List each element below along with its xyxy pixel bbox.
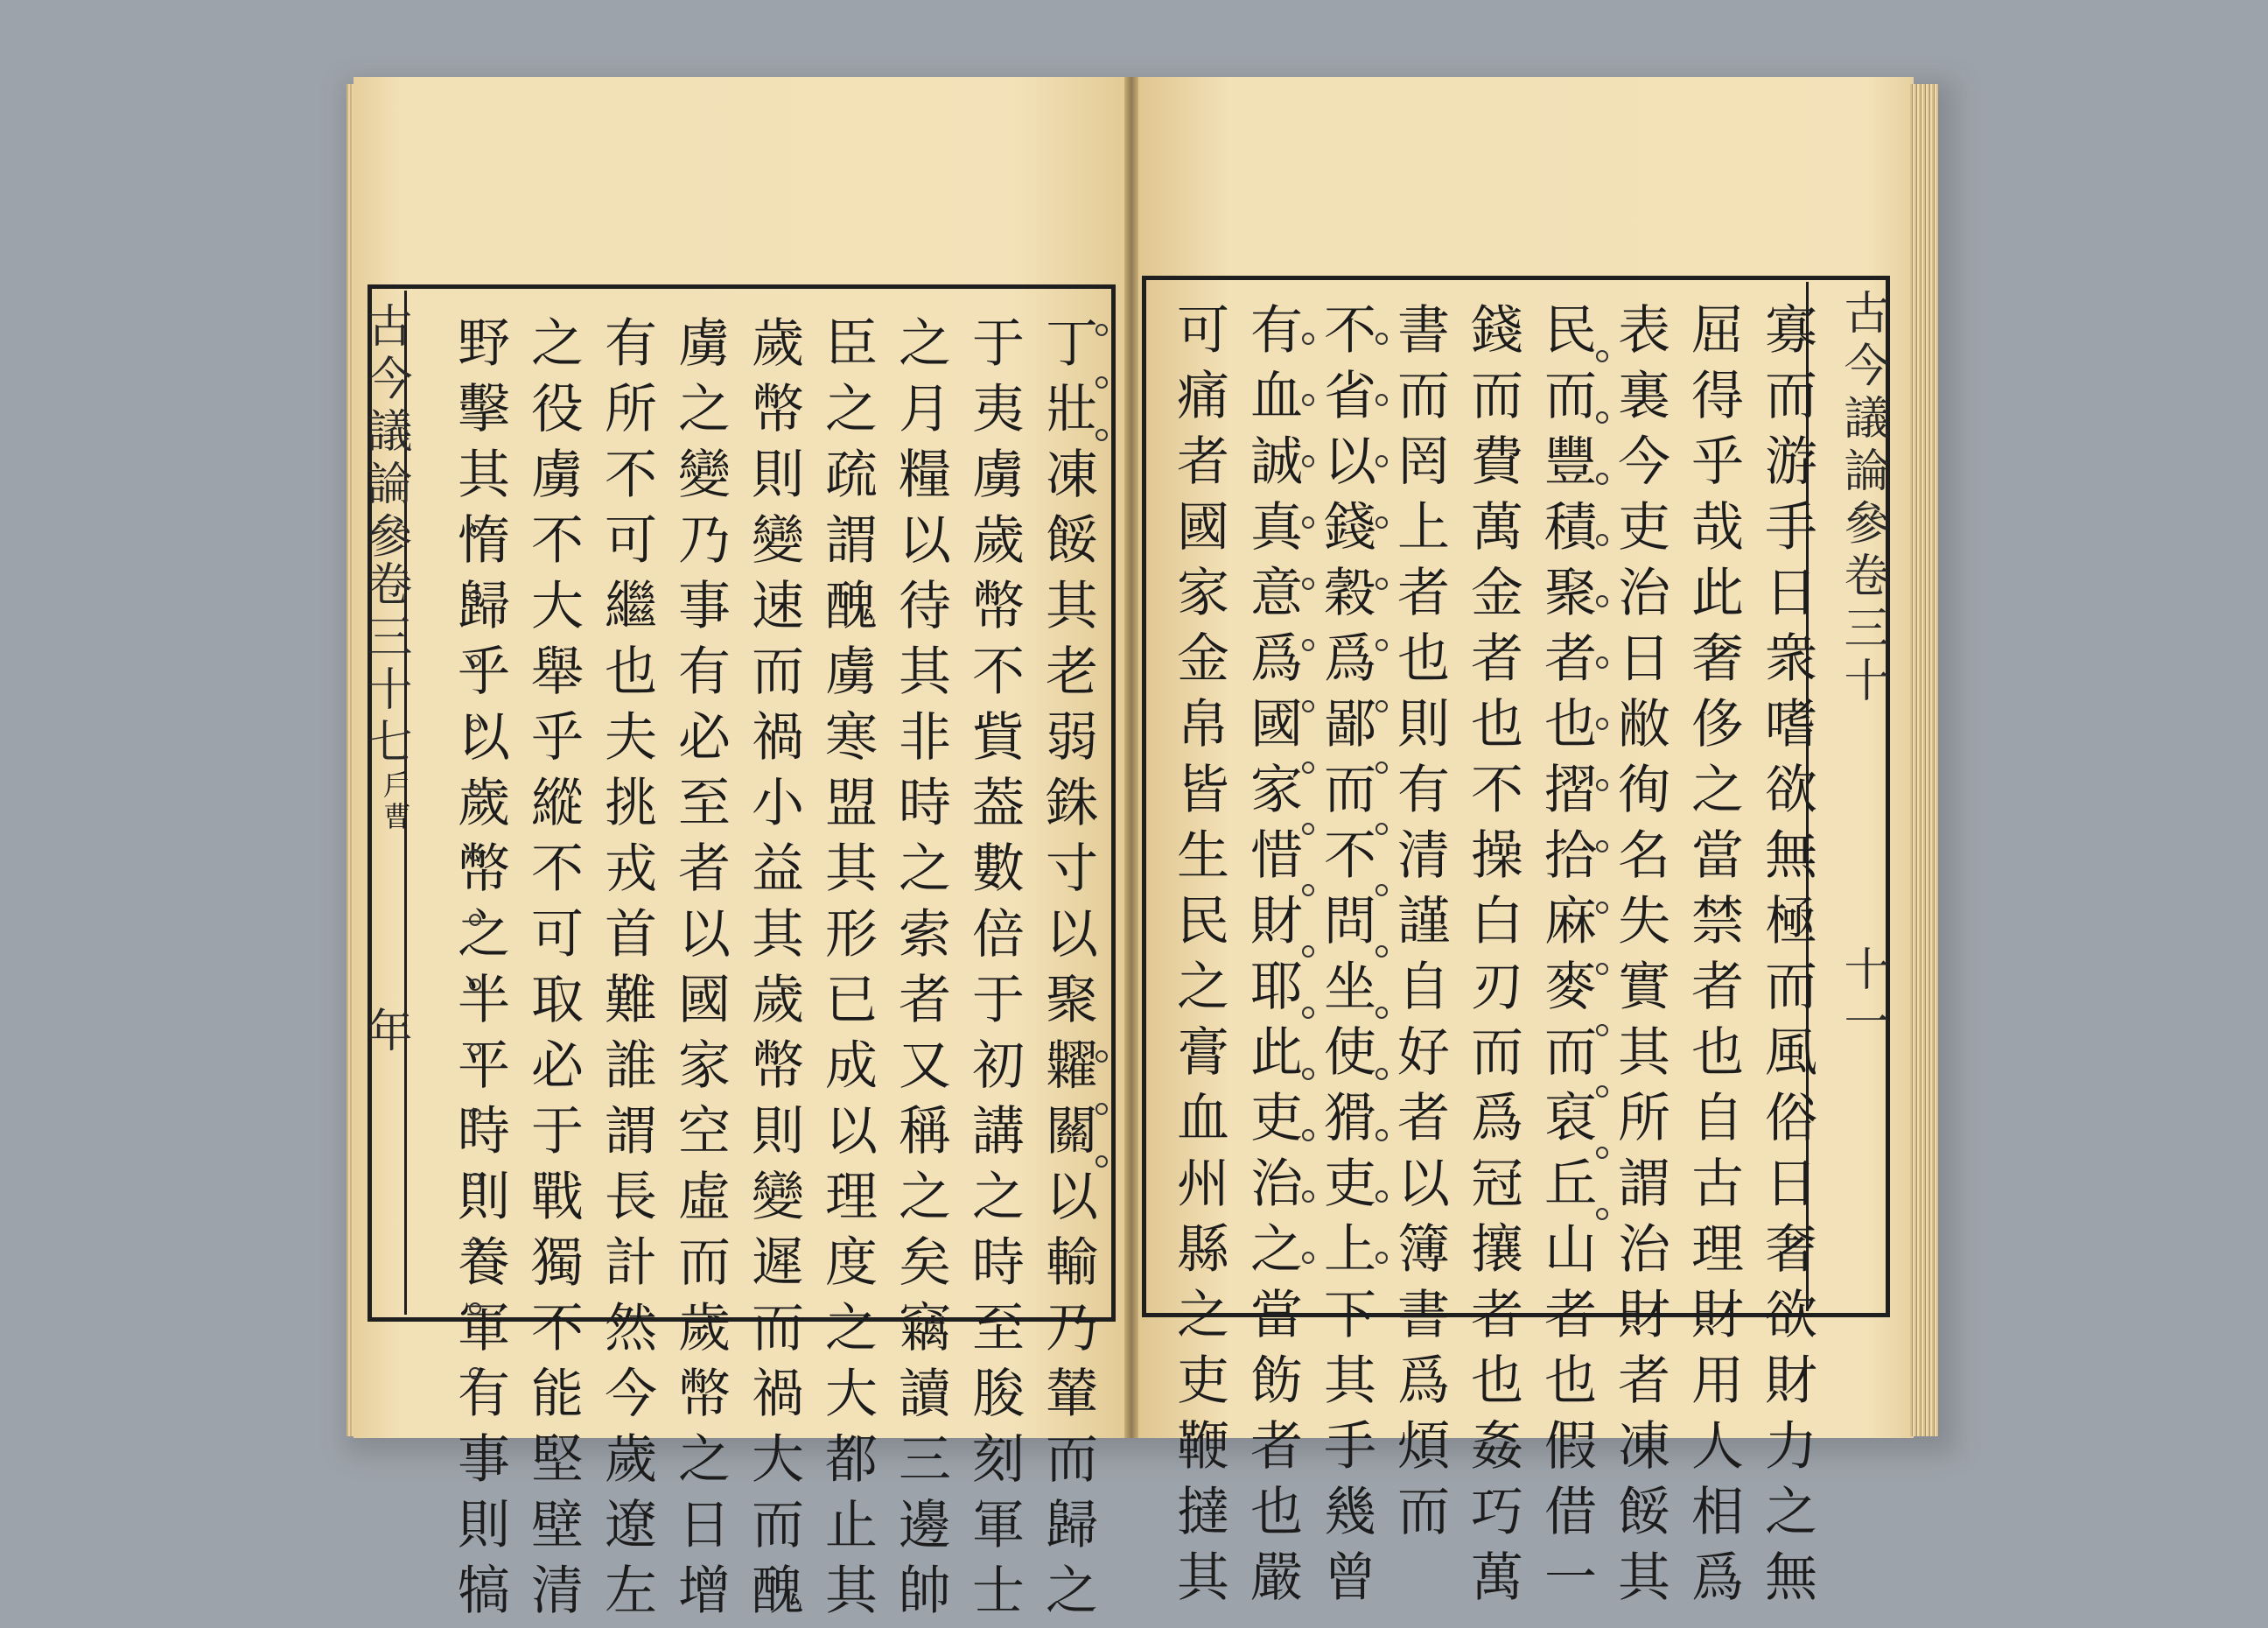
right-column-6: 書而罔上者也則有清謹自好者以簿書爲煩而 (1389, 302, 1450, 1549)
right-annotation-circles-3 (1596, 350, 1608, 1220)
left-margin-title: 古今議論參 (359, 302, 411, 565)
right-annotation-circles-2 (1302, 333, 1314, 1264)
right-annotation-circles-1 (1376, 333, 1388, 1264)
right-column-7: 不省以錢穀爲鄙而不問坐使猾吏上下其手幾曾 (1315, 302, 1376, 1615)
right-margin-volume: 卷三十 (1836, 551, 1888, 709)
left-annotation-circles-1 (1096, 324, 1108, 441)
left-column-6: 虜之變乃事有必至者以國家空虛而歲幣之日增 (669, 315, 731, 1628)
right-column-5: 錢而費萬金者也不操白刃而爲冠攘者也姦巧萬 (1462, 302, 1523, 1615)
left-column-3: 之月糧以待其非時之索者又稱之矣竊讀三邊帥 (890, 315, 951, 1628)
left-column-5: 歲幣則變速而禍小益其歲幣則變遲而禍大而醜 (743, 315, 804, 1628)
right-page-edge (1910, 84, 1938, 1436)
right-column-3: 表裏今吏治日敝徇名失實其所謂治財者凍餒其 (1609, 302, 1670, 1615)
left-margin-volume: 卷三十七 (359, 560, 411, 770)
left-column-7: 有所不可繼也夫挑戎首難誰謂長計然今歲遼左 (596, 315, 657, 1628)
right-column-2: 屈得乎哉此奢侈之當禁者也自古理財用人相爲 (1683, 302, 1744, 1615)
book-gutter (1124, 77, 1138, 1438)
left-column-2: 于夷虜歲幣不貲葢數倍于初講之時至朘刻軍士 (963, 315, 1025, 1628)
right-margin-title: 古今議論參 (1836, 289, 1888, 551)
left-column-1: 丁壯凍餒其老弱銖寸以聚糶關以輸乃輦而歸之 (1037, 315, 1098, 1628)
left-column-4: 臣之疏謂醜虜寒盟其形已成以理度之大都止其 (816, 315, 878, 1628)
left-column-9: 野擊其惰歸乎以歲幣之半平時則養軍有事則犒 (449, 315, 510, 1628)
left-annotation-circles-3 (469, 525, 481, 1379)
right-column-4: 民而豐積聚者也摺拾麻麥而裒丘山者也假借一 (1536, 302, 1597, 1615)
right-column-8: 有血誠真意爲國家惜財耶此吏治之當飭者也嚴 (1242, 302, 1303, 1615)
right-margin-extra: 十一 (1836, 945, 1888, 1050)
right-column-9: 可痛者國家金帛皆生民之膏血州縣之吏鞭撻其 (1168, 302, 1229, 1615)
left-annotation-circles-2 (1096, 1050, 1108, 1168)
left-margin-section: 戶曹 (379, 770, 412, 833)
left-margin-extra: 年 (359, 1007, 411, 1059)
left-column-8: 之役虜不大舉乎縱不可取必于戰獨不能堅壁清 (522, 315, 584, 1628)
right-column-1: 寡而游手日衆嗜欲無極而風俗日奢欲財力之無 (1756, 302, 1817, 1615)
